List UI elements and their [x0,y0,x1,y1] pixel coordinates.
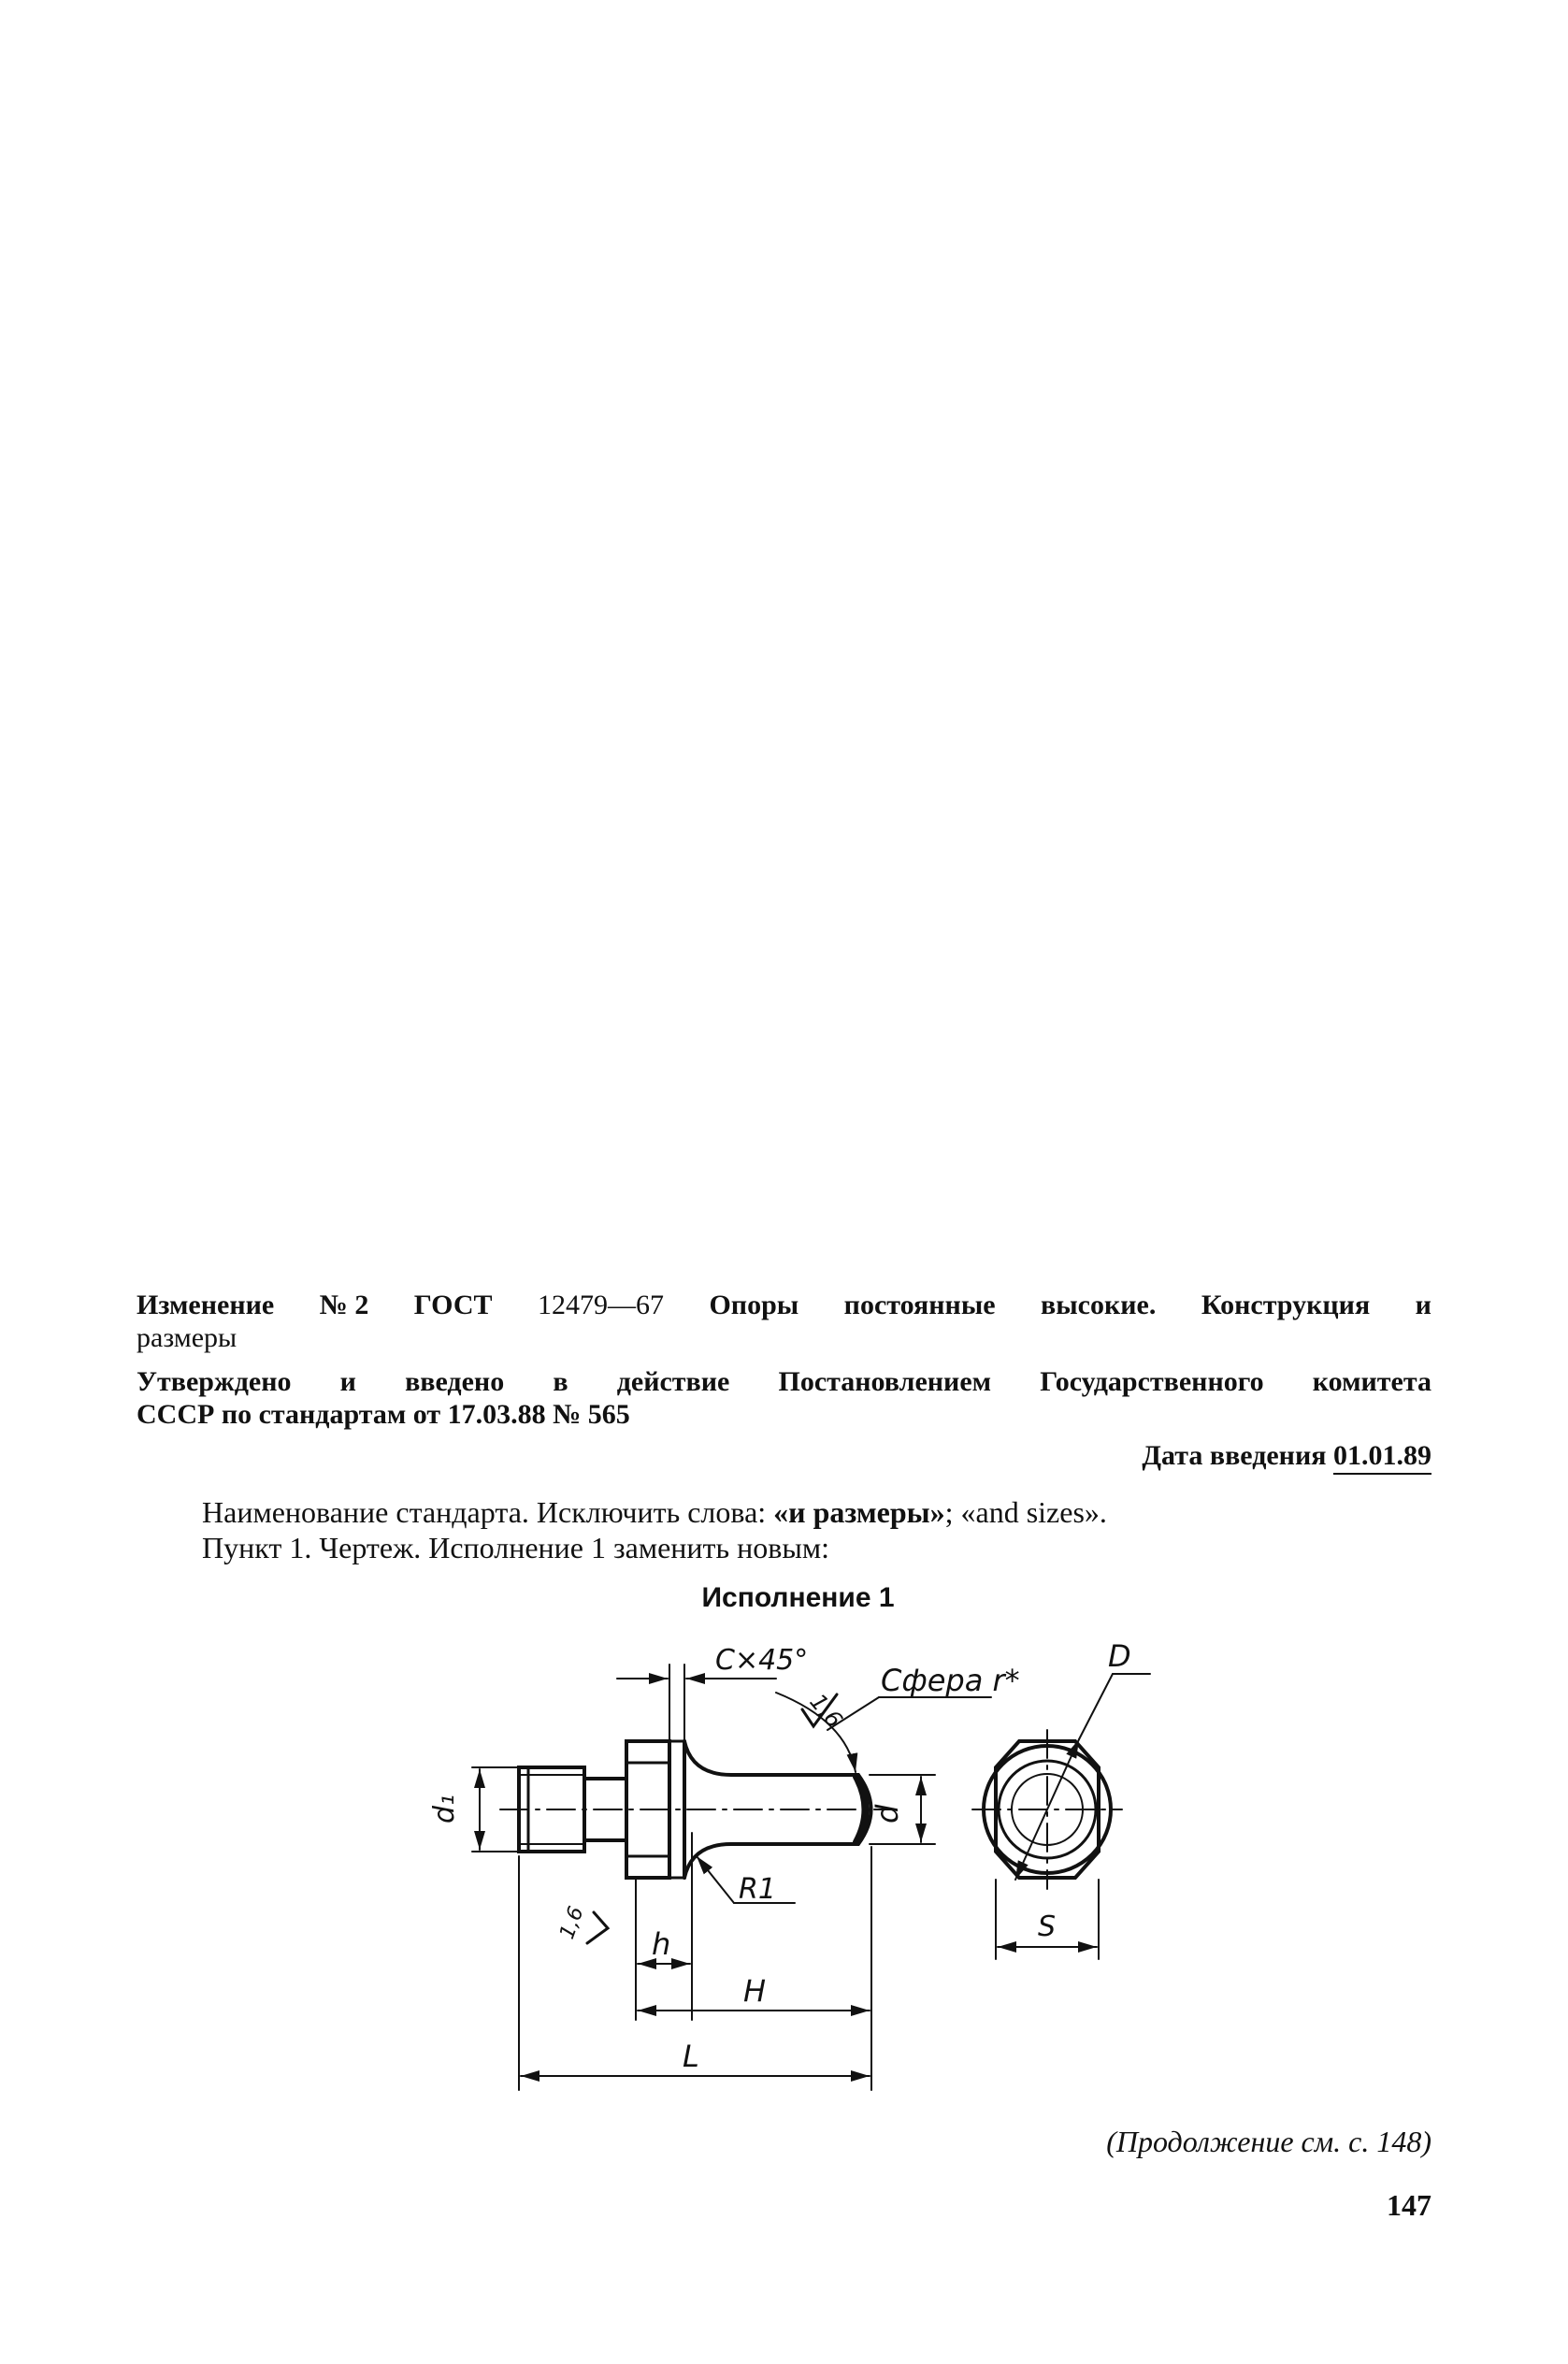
header-title-line2: размеры [137,1322,237,1353]
header-word: постоянные [843,1290,996,1320]
body-line-1-suffix: ; «and sizes». [944,1495,1107,1529]
label-roughness-top: 1,6 [804,1688,848,1734]
header-word: ГОСТ [413,1290,493,1320]
label-D: D [1108,1638,1131,1674]
approval-word: Постановлением [778,1366,992,1397]
approval-line2: СССР по стандартам от 17.03.88 № 565 [137,1399,630,1430]
label-sphere: Сфера r* [881,1663,1020,1698]
approval-word: введено [405,1366,505,1397]
label-roughness-left: 1,6 [555,1903,589,1943]
header-word: № 2 [319,1290,369,1320]
variant-title: Исполнение 1 [701,1582,895,1613]
header-word: Изменение [137,1290,275,1320]
approval-word: в [553,1366,568,1397]
label-L: L [683,2039,699,2074]
body-line-1-prefix: Наименование стандарта. Исключить слова: [202,1495,774,1529]
label-H: H [743,1973,767,2009]
approval-word: комитета [1312,1366,1431,1397]
date-value: 01.01.89 [1333,1440,1431,1475]
approval-word: и [339,1366,356,1397]
body-line-1-bold: «и размеры» [773,1495,945,1529]
approval-word: Государственного [1040,1366,1264,1397]
label-chamfer: C×45° [715,1644,809,1677]
label-d1: d₁ [428,1794,461,1823]
label-R1: R1 [739,1873,776,1906]
approval-word: Утверждено [137,1366,292,1397]
body-line-2: Пункт 1. Чертеж. Исполнение 1 заменить новым: [202,1531,829,1564]
header-word: Конструкция [1201,1290,1371,1320]
header-word: Опоры [709,1290,799,1320]
date-label: Дата введения [1142,1440,1327,1471]
header-word: 12479—67 [537,1290,664,1320]
page-number: 147 [1387,2188,1431,2222]
label-S: S [1038,1910,1057,1943]
header-word: высокие. [1041,1290,1157,1320]
continuation-note: (Продолжение см. с. 148) [1106,2125,1431,2158]
header-word: и [1415,1290,1431,1320]
approval-word: действие [616,1366,730,1397]
label-h: h [652,1926,671,1962]
end-view [972,1674,1150,1959]
label-d: d [870,1804,905,1823]
